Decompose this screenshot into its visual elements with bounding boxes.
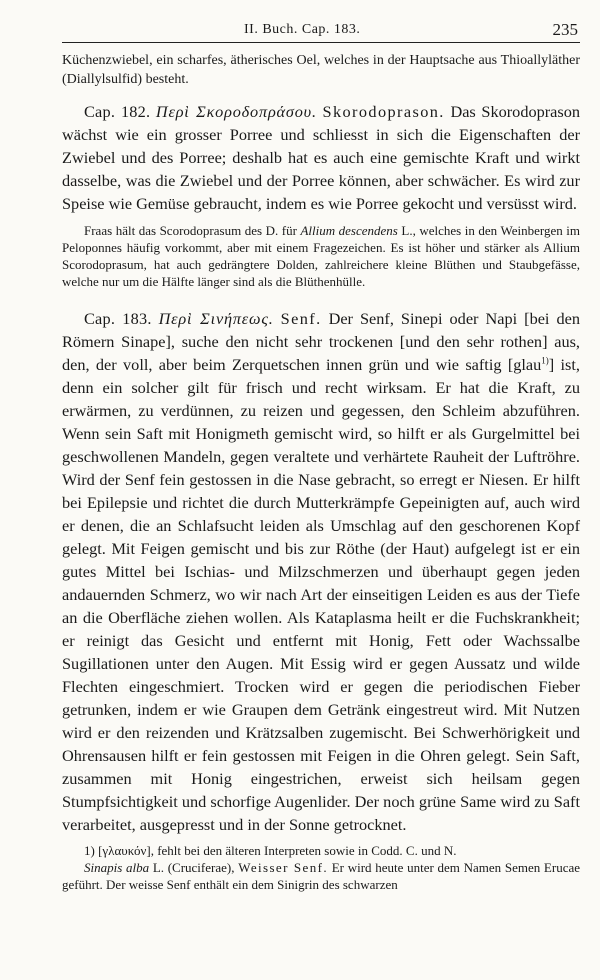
page-number: 235 xyxy=(552,20,578,39)
running-title: II. Buch. Cap. 183. xyxy=(244,22,361,37)
page-header xyxy=(62,20,580,43)
footnote-label: 1) xyxy=(84,843,95,858)
common-name: Weisser Senf. xyxy=(238,860,329,875)
cap-183-label: Cap. 183. xyxy=(84,309,152,328)
footnote-reference: 1) xyxy=(541,355,549,366)
continuation-paragraph: Küchenzwiebel, ein scharfes, ätherisches Oel, welches in der Hauptsache aus Thioallyläther (Diallylsulfid) besteht. xyxy=(62,53,580,87)
cap-182-label: Cap. 182. xyxy=(84,102,151,121)
species-name: Allium descendens xyxy=(300,223,398,238)
cap-182-text: Das Skorodoprason wächst wie ein grosser Porree und schliesst in sich die Eigenschaften der Zwiebel und des Porree; deshalb hat es auch eine gemischte Kraft und wirkt dasselbe, was die Zwiebel und der Porree können, aber schwächer. Es wird zur Speise wie Gemüse gebraucht, indem es wie Porree gekocht und versüsst wird. xyxy=(62,102,581,213)
cap-183-name: Senf. xyxy=(280,309,322,328)
species-name-sinapis: Sinapis alba xyxy=(84,860,150,875)
cap-183-note: Sinapis alba L. (Cruciferae), Weisser Senf. Er wird heute unter dem Namen Semen Erucae geführt. Der weisse Senf enthält ein dem Sinigrin des schwarzen xyxy=(62,860,581,892)
cap-182-paragraph xyxy=(62,100,580,215)
cap-183-text-a: Der Senf, Sinepi oder Napi [bei den Römern Sinape], suche den nicht sehr trockenen [und den sehr rothen] aus, den, der voll, aber beim Zerquetschen innen grün und wie saftig [glau xyxy=(62,309,580,374)
cap-183-greek-title: Περὶ Σινήπεως. xyxy=(158,309,274,328)
footnote xyxy=(62,842,580,859)
cap-182-note: Fraas hält das Scorodoprasum des D. für Allium descendens L., welches in den Weinbergen im Peloponnes häufig vorkommt, aber mit einem Fragezeichen. Es ist höher und stärker als Allium Scorodoprasum, hat auch gedrängtere Dolden, zahlreichere kleine Blüthen und Staubgefässe, welche nur um die Hälfte länger sind als die Blüthenhülle. xyxy=(62,223,580,289)
cap-183-paragraph xyxy=(62,307,580,836)
footnote-text: [γλαυκόν], fehlt bei den älteren Interpreten sowie in Codd. C. und N. xyxy=(98,843,457,858)
cap-182-greek-title: Περὶ Σκοροδοπράσου. xyxy=(155,102,317,121)
cap-182-name: Skorodoprason. xyxy=(322,102,445,121)
cap-183-text-b: ] ist, denn ein solcher gilt für frisch und recht wirksam. Er hat die Kraft, zu erwärmen, zu verdünnen, zu reizen und gegessen, den Schleim abzuführen. Wenn sein Saft mit Honigmeth gemischt wird, so hilft er als Gurgelmittel bei geschwollenen Mandeln, gegen veraltete und verhärtete Rauheit der Luftröhre. Wird der Senf fein gestossen in die Nase gebracht, so erregt er Niesen. Er hilft bei Epilepsie und richtet die durch Mutterkrämpfe Gepeinigten auf, auch wird er denen, die an Schlafsucht leiden als Umschlag auf den geschorenen Kopf gelegt. Mit Feigen gemischt und bis zur Röthe (der Haut) aufgelegt ist er ein gutes Mittel bei Ischias- und Milzschmerzen und überhaupt gegen jeden andauernden Schmerz, wo wir nach Art der einseitigen Leiden es aus der Tiefe an die Oberfläche ziehen wollen. Als Kataplasma heilt er die Fuchskrankheit; er reinigt das Gesicht und entfernt mit Honig, Fett oder Wachssalbe Sugillationen unter den Augen. Mit Essig wird er gegen Aussatz und wilde Flechten eingeschmiert. Trocken wird er gegen die periodischen Fieber getrunken, indem er wie Graupen dem Getränk eingestreut wird. Mit Nutzen wird er den reizenden und Krätzsalben zugemischt. Bei Schwerhörigkeit und Ohrensausen hilft er fein gestossen mit Feigen in die Ohren gelegt. Sein Saft, zusammen mit Honig eingestrichen, erweist sich heilsam gegen Stumpfsichtigkeit und schorfige Augenlider. Der noch grüne Same wird zu Saft verarbeitet, ausgepresst und in der Sonne getrocknet. xyxy=(62,355,580,834)
